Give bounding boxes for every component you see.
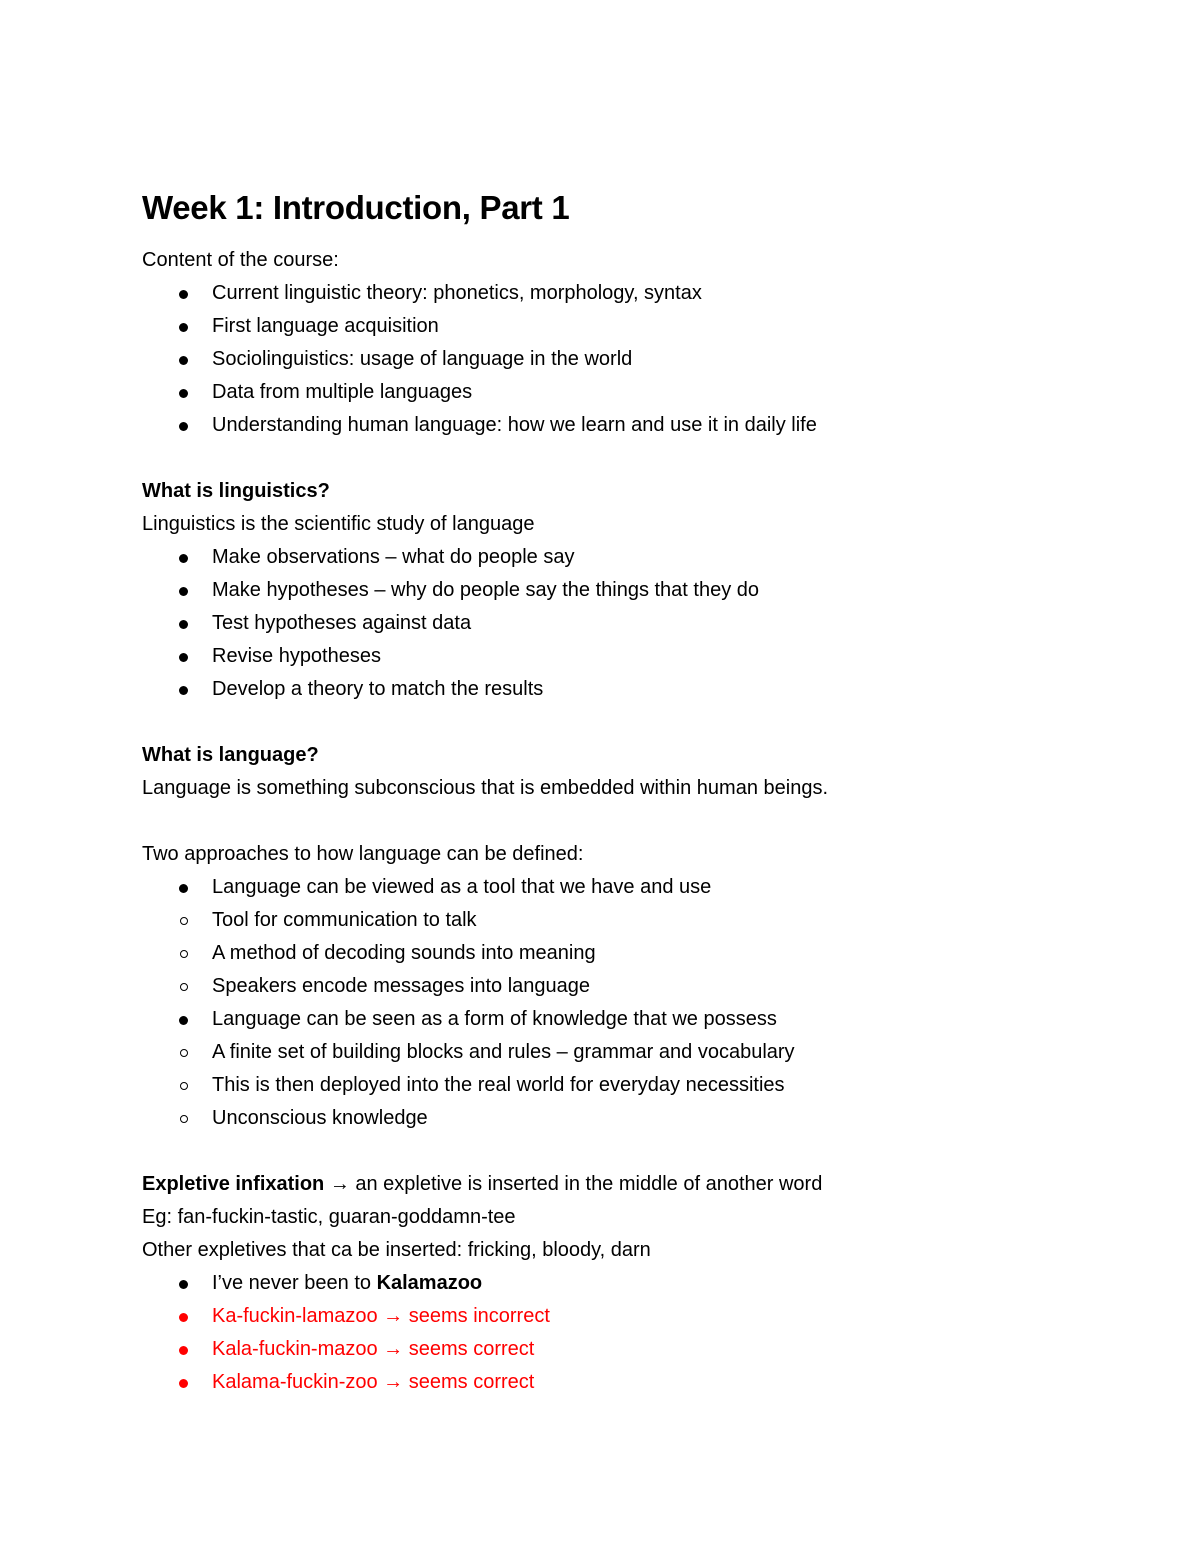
infixation-description: → an expletive is inserted in the middle of another word [324,1173,823,1195]
bullet-icon [179,290,188,299]
bullet-icon [179,1280,188,1289]
bullet-icon [179,1016,188,1025]
list-item: Kala-fuckin-mazoo → seems correct [142,1333,1102,1366]
bullet-icon [179,884,188,893]
list-item: Make hypotheses – why do people say the things that they do [142,574,1102,607]
language-heading: What is language? [142,744,319,766]
language-definition: Language is something subconscious that is embedded within human beings. [142,777,828,799]
bullet-icon [179,422,188,431]
bullet-icon [179,1379,188,1388]
sublist-item: This is then deployed into the real world for everyday necessities [72,1069,1102,1102]
infixation-definition [142,1168,1102,1201]
approaches-intro: Two approaches to how language can be defined: [142,843,584,865]
circle-bullet-icon [180,917,188,925]
sublist-item: A method of decoding sounds into meaning [72,937,1102,970]
document-page [142,186,1102,1399]
infixation-term: Expletive infixation [142,1173,325,1195]
list-item: Ka-fuckin-lamazoo → seems incorrect [142,1300,1102,1333]
bullet-icon [179,587,188,596]
kalamazoo-list [142,1267,1102,1399]
list-item: First language acquisition [142,310,1102,343]
approach-tool-sublist [142,904,1102,1003]
list-item: Kalama-fuckin-zoo → seems correct [142,1366,1102,1399]
circle-bullet-icon [180,1049,188,1057]
bullet-icon [179,356,188,365]
list-item: Language can be viewed as a tool that we have and use [142,871,1102,904]
circle-bullet-icon [180,1082,188,1090]
bullet-icon [179,1313,188,1322]
bullet-icon [179,554,188,563]
kalamazoo-word: Kalamazoo [376,1272,483,1294]
list-item: Sociolinguistics: usage of language in the world [142,343,1102,376]
course-content-list [142,277,1102,442]
approach-knowledge-sublist [142,1036,1102,1135]
bullet-icon [179,1346,188,1355]
bullet-icon [179,323,188,332]
list-item: I’ve never been to Kalamazoo [142,1267,1102,1300]
infixation-example: Eg: fan-fuckin-tastic, guaran-goddamn-tee [142,1206,516,1228]
list-item: Develop a theory to match the results [142,673,1102,706]
document-title: Week 1: Introduction, Part 1 [142,189,570,226]
sublist-item: Unconscious knowledge [72,1102,1102,1135]
other-expletives: Other expletives that ca be inserted: fricking, bloody, darn [142,1239,651,1261]
sublist-item: Tool for communication to talk [72,904,1102,937]
list-item: Language can be seen as a form of knowledge that we possess [142,1003,1102,1036]
sublist-item: Speakers encode messages into language [72,970,1102,1003]
spacer [142,1135,1102,1168]
circle-bullet-icon [180,950,188,958]
bullet-icon [179,620,188,629]
spacer [142,706,1102,739]
bullet-icon [179,686,188,695]
course-content-intro: Content of the course: [142,249,339,271]
spacer [142,805,1102,838]
list-item: Current linguistic theory: phonetics, morphology, syntax [142,277,1102,310]
approaches-list [142,871,1102,904]
linguistics-steps-list [142,541,1102,706]
sublist-item: A finite set of building blocks and rules – grammar and vocabulary [72,1036,1102,1069]
list-item: Data from multiple languages [142,376,1102,409]
linguistics-heading: What is linguistics? [142,480,330,502]
list-item: Make observations – what do people say [142,541,1102,574]
list-item: Revise hypotheses [142,640,1102,673]
bullet-icon [179,653,188,662]
bullet-icon [179,389,188,398]
list-item: Test hypotheses against data [142,607,1102,640]
spacer [142,442,1102,475]
approaches-list [142,1003,1102,1036]
list-item: Understanding human language: how we learn and use it in daily life [142,409,1102,442]
linguistics-definition: Linguistics is the scientific study of language [142,513,535,535]
circle-bullet-icon [180,983,188,991]
circle-bullet-icon [180,1115,188,1123]
